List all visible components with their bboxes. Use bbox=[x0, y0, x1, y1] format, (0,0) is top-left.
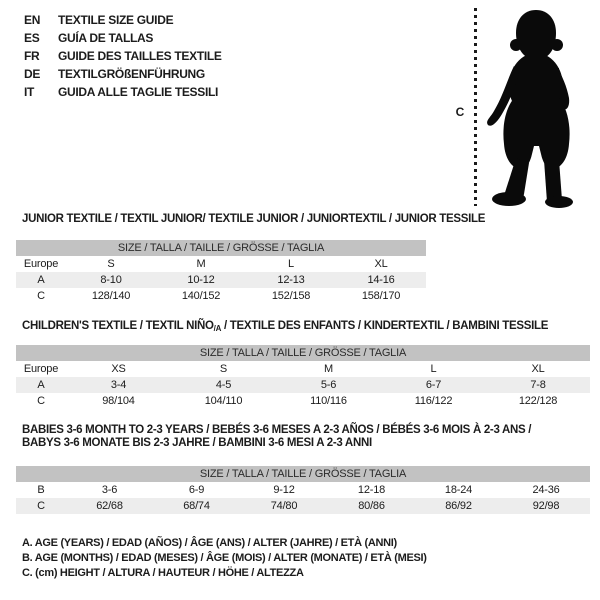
size-cell: 62/68 bbox=[66, 498, 153, 514]
guide-title: GUIDA ALLE TAGLIE TESSILI bbox=[58, 85, 219, 99]
size-cell: 74/80 bbox=[240, 498, 328, 514]
size-bar-label: SIZE / TALLA / TAILLE / GRÖSSE / TAGLIA bbox=[16, 466, 590, 482]
size-cell: 6-7 bbox=[381, 377, 486, 393]
children-size-table bbox=[16, 345, 590, 409]
size-cell: 6-9 bbox=[188, 484, 205, 496]
size-cell: 9-12 bbox=[273, 484, 295, 496]
size-cell: 12-13 bbox=[246, 272, 336, 288]
size-row-a bbox=[16, 272, 426, 288]
size-cell: XL bbox=[531, 363, 545, 375]
row-label: A bbox=[16, 272, 66, 288]
size-header-bar bbox=[16, 466, 590, 482]
lang-code: IT bbox=[24, 85, 35, 99]
size-cell: XS bbox=[111, 363, 126, 375]
size-cell: 116/122 bbox=[414, 395, 453, 407]
baby-silhouette-icon bbox=[483, 8, 597, 208]
guide-title: GUIDE DES TAILLES TEXTILE bbox=[58, 49, 222, 63]
size-cell: 158/170 bbox=[361, 290, 401, 302]
lang-code: ES bbox=[24, 31, 40, 45]
size-row-europe bbox=[16, 361, 590, 377]
children-title-post: / TEXTILE DES ENFANTS / KINDERTEXTIL / BAMBINI TESSILE bbox=[221, 320, 549, 332]
row-label: A bbox=[16, 377, 66, 393]
size-cell: 14-16 bbox=[336, 272, 426, 288]
size-cell: 68/74 bbox=[153, 498, 240, 514]
size-cell: XL bbox=[374, 258, 388, 270]
size-header-bar bbox=[16, 345, 590, 361]
size-cell: S bbox=[219, 363, 228, 375]
legend-notes bbox=[22, 536, 427, 581]
size-cell: M bbox=[196, 258, 206, 270]
babies-table-title bbox=[22, 424, 531, 450]
babies-size-table bbox=[16, 466, 590, 514]
note-age-months: B. AGE (MONTHS) / EDAD (MESES) / ÂGE (MOIS) / ALTER (MONATE) / ETÀ (MESI) bbox=[22, 552, 427, 564]
size-cell: 110/116 bbox=[310, 395, 347, 407]
babies-title-line1: BABIES 3-6 MONTH TO 2-3 YEARS / BEBÉS 3-6 MESES A 2-3 AÑOS / BÉBÉS 3-6 MOIS À 2-3 ANS / bbox=[22, 424, 532, 436]
height-dotted-line bbox=[474, 8, 477, 206]
size-bar-label: SIZE / TALLA / TAILLE / GRÖSSE / TAGLIA bbox=[16, 345, 590, 361]
size-cell: 98/104 bbox=[102, 395, 135, 407]
size-row-a bbox=[16, 377, 590, 393]
size-cell: 86/92 bbox=[415, 498, 502, 514]
babies-title-line2: BABYS 3-6 MONATE BIS 2-3 JAHRE / BAMBINI 3-6 MESI A 2-3 ANNI bbox=[22, 437, 372, 449]
size-row-europe bbox=[16, 256, 426, 272]
row-label: Europe bbox=[23, 258, 59, 270]
children-table-title bbox=[22, 320, 548, 335]
size-row-c bbox=[16, 498, 590, 514]
height-measure-figure bbox=[0, 0, 600, 220]
size-cell: 3-6 bbox=[101, 484, 118, 496]
size-cell: 140/152 bbox=[181, 290, 221, 302]
size-cell: 152/158 bbox=[271, 290, 311, 302]
size-cell: S bbox=[107, 258, 115, 270]
lang-code: EN bbox=[24, 13, 41, 27]
size-row-b bbox=[16, 482, 590, 498]
size-cell: 92/98 bbox=[502, 498, 590, 514]
size-cell: 4-5 bbox=[171, 377, 276, 393]
size-cell: 12-18 bbox=[357, 484, 386, 496]
junior-table-title: JUNIOR TEXTILE / TEXTIL JUNIOR/ TEXTILE JUNIOR / JUNIORTEXTIL / JUNIOR TESSILE bbox=[22, 213, 486, 225]
children-title-sub: /A bbox=[213, 324, 222, 333]
size-row-c bbox=[16, 393, 590, 409]
size-cell: 24-36 bbox=[532, 484, 560, 496]
row-label: C bbox=[16, 498, 66, 514]
note-height-cm: C. (cm) HEIGHT / ALTURA / HAUTEUR / HÖHE / ALTEZZA bbox=[22, 567, 304, 579]
row-label: B bbox=[37, 484, 45, 496]
size-cell: 3-4 bbox=[66, 377, 171, 393]
size-cell: 5-6 bbox=[276, 377, 381, 393]
row-label: Europe bbox=[23, 363, 59, 375]
row-label: C bbox=[37, 290, 45, 302]
row-label: C bbox=[37, 395, 45, 407]
size-cell: 104/110 bbox=[204, 395, 243, 407]
junior-size-table bbox=[16, 240, 426, 304]
size-header-bar bbox=[16, 240, 426, 256]
size-cell: 18-24 bbox=[444, 484, 473, 496]
note-age-years: A. AGE (YEARS) / EDAD (AÑOS) / ÂGE (ANS) / ALTER (JAHRE) / ETÀ (ANNI) bbox=[22, 537, 397, 549]
size-cell: 7-8 bbox=[486, 377, 590, 393]
height-measure-label: C bbox=[455, 105, 465, 119]
size-row-c bbox=[16, 288, 426, 304]
lang-code: FR bbox=[24, 49, 40, 63]
size-cell: L bbox=[430, 363, 437, 375]
guide-title: GUÍA DE TALLAS bbox=[58, 31, 154, 45]
size-cell: 122/128 bbox=[518, 395, 558, 407]
size-cell: 8-10 bbox=[66, 272, 156, 288]
size-cell: M bbox=[324, 363, 333, 375]
size-cell: 10-12 bbox=[156, 272, 246, 288]
size-cell: 80/86 bbox=[328, 498, 415, 514]
lang-code: DE bbox=[24, 67, 41, 81]
size-bar-label: SIZE / TALLA / TAILLE / GRÖSSE / TAGLIA bbox=[16, 240, 426, 256]
size-cell: L bbox=[288, 258, 294, 270]
guide-title: TEXTILE SIZE GUIDE bbox=[58, 13, 174, 27]
children-title-pre: CHILDREN'S TEXTILE / TEXTIL NIÑO bbox=[22, 320, 214, 332]
size-cell: 128/140 bbox=[91, 290, 131, 302]
guide-title: TEXTILGRÖßENFÜHRUNG bbox=[58, 67, 205, 81]
